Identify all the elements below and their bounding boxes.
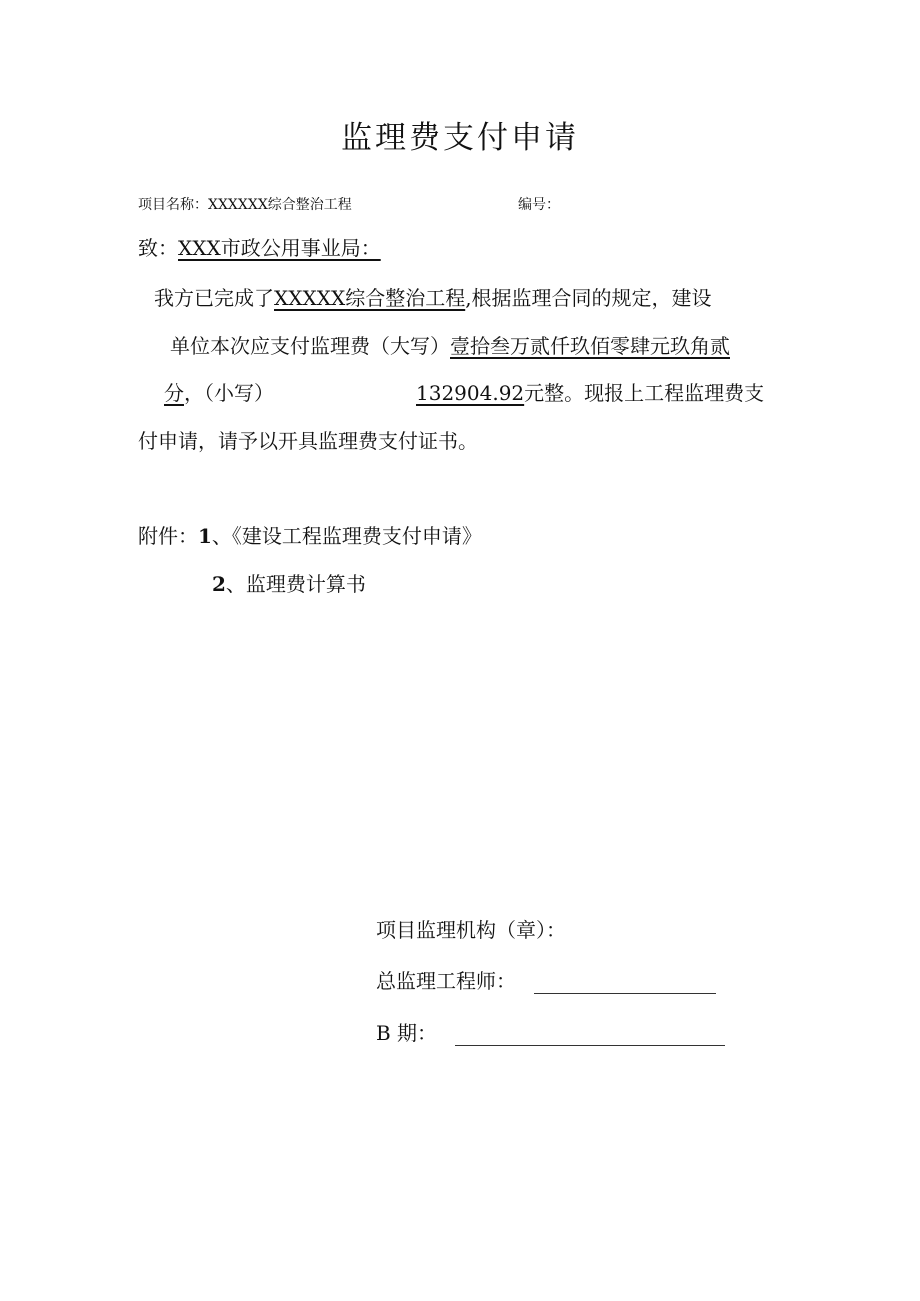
supervision-org-label: 项目监理机构（章）： <box>376 918 566 942</box>
body-line-3 <box>164 377 274 406</box>
project-name-label: 项目名称： <box>138 197 208 213</box>
amount-in-words-end: 分 <box>164 381 184 405</box>
document-title: 监理费支付申请 <box>341 120 579 156</box>
body-line-1 <box>154 282 712 311</box>
recipient-line <box>138 232 381 261</box>
body-text: 单位本次应支付监理费（大写） <box>170 334 450 358</box>
document-number-label: 编号： <box>518 197 560 213</box>
project-name-line <box>138 194 352 214</box>
recipient-prefix: 致： <box>138 236 178 260</box>
attachment-title: 、《建设工程监理费支付申请》 <box>211 524 482 548</box>
chief-engineer-line <box>376 965 716 994</box>
attachments-label: 附件： <box>138 524 198 548</box>
attachment-number: 2 <box>212 572 226 596</box>
body-line-2 <box>170 330 730 359</box>
date-label: B 期： <box>376 1021 438 1045</box>
chief-engineer-label: 总监理工程师： <box>376 969 516 993</box>
date-blank[interactable] <box>455 1025 725 1046</box>
body-line-3-amount <box>416 377 764 406</box>
project-name-value: XXXXXX综合整治工程 <box>208 197 352 213</box>
attachment-item-1 <box>138 520 482 549</box>
body-text: ，（小写） <box>184 381 274 405</box>
amount-in-figures: 132904.92 <box>416 381 525 405</box>
amount-in-words: 壹拾叁万贰仟玖佰零肆元玖角贰 <box>450 334 730 358</box>
body-text: 我方已完成了 <box>154 286 274 310</box>
attachment-item-2 <box>212 568 366 597</box>
body-line-4: 付申请，请予以开具监理费支付证书。 <box>138 429 478 453</box>
attachment-title: 、监理费计算书 <box>225 572 366 596</box>
attachment-number: 1 <box>198 524 212 548</box>
project-name-inline: XXXXX综合整治工程 <box>274 286 466 310</box>
body-text: ,根据监理合同的规定，建设 <box>465 286 712 310</box>
chief-engineer-signature-blank[interactable] <box>534 973 716 994</box>
date-line <box>376 1017 725 1046</box>
recipient-name: XXX市政公用事业局： <box>178 236 381 260</box>
body-text: 元整。现报上工程监理费支 <box>524 381 765 405</box>
